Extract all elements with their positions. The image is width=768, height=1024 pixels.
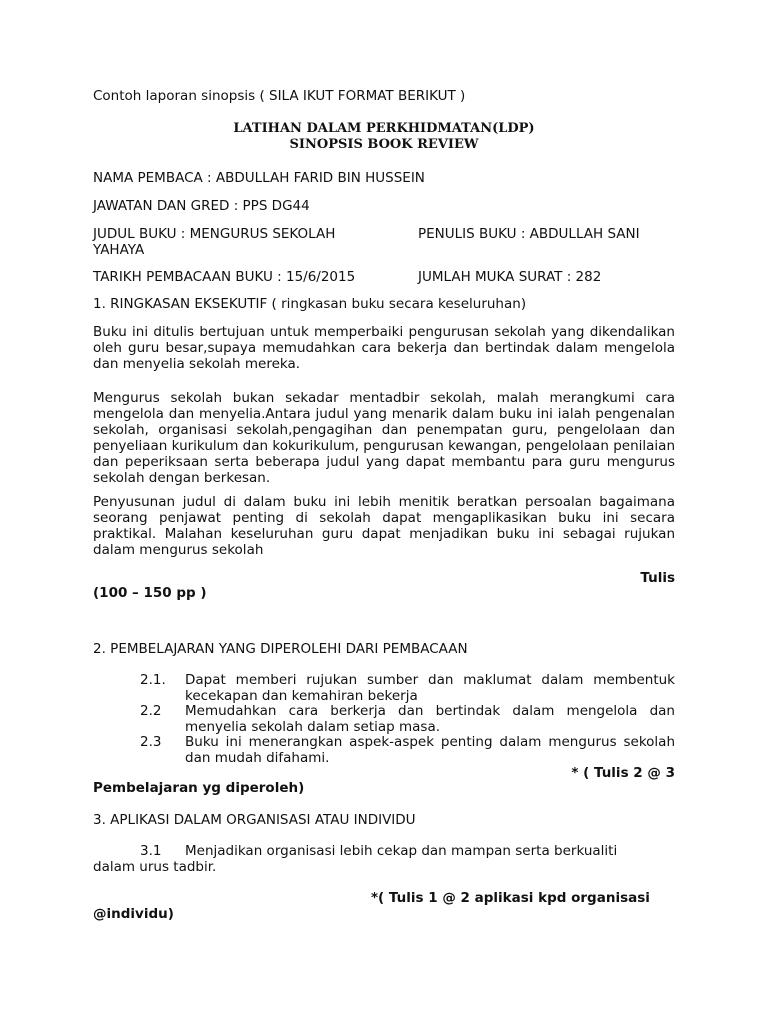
list-item-text: Memudahkan cara berkerja dan bertindak dalam mengelola dan menyelia sekolah dalam setiap masa. <box>185 703 675 735</box>
book-author: PENULIS BUKU : ABDULLAH SANI <box>418 226 640 242</box>
list-item-text: Buku ini menerangkan aspek-aspek penting dalam mengurus sekolah dan mudah difahami. <box>185 734 675 766</box>
section3-heading: 3. APLIKASI DALAM ORGANISASI ATAU INDIVIDU <box>93 812 416 828</box>
list-item-number: 2.2 <box>140 703 162 719</box>
section3-item-number: 3.1 <box>140 843 162 859</box>
list-item <box>140 734 675 766</box>
section3-note-right: *( Tulis 1 @ 2 aplikasi kpd organisasi <box>371 890 650 906</box>
section1-note-right: Tulis <box>640 570 675 586</box>
section1-heading: 1. RINGKASAN EKSEKUTIF ( ringkasan buku secara keseluruhan) <box>93 296 527 312</box>
reader-name: NAMA PEMBACA : ABDULLAH FARID BIN HUSSEIN <box>93 170 425 186</box>
reading-date: TARIKH PEMBACAAN BUKU : 15/6/2015 <box>93 269 356 285</box>
intro-line: Contoh laporan sinopsis ( SILA IKUT FORMAT BERIKUT ) <box>93 88 466 104</box>
book-title: JUDUL BUKU : MENGURUS SEKOLAH <box>93 226 336 242</box>
doc-title: LATIHAN DALAM PERKHIDMATAN(LDP) <box>233 121 535 136</box>
section2-note-right: * ( Tulis 2 @ 3 <box>571 765 675 781</box>
section3-item-text: Menjadikan organisasi lebih cekap dan mampan serta berkualiti <box>185 843 618 859</box>
position-grade: JAWATAN DAN GRED : PPS DG44 <box>93 198 310 214</box>
section3-note-left: @individu) <box>93 906 174 922</box>
list-item-number: 2.1. <box>140 672 166 688</box>
page-count: JUMLAH MUKA SURAT : 282 <box>418 269 602 285</box>
doc-subtitle: SINOPSIS BOOK REVIEW <box>289 137 479 152</box>
list-item <box>140 703 675 735</box>
section2-heading: 2. PEMBELAJARAN YANG DIPEROLEHI DARI PEMBACAAN <box>93 641 468 657</box>
book-author-continued: YAHAYA <box>93 242 145 258</box>
list-item <box>140 672 675 704</box>
section1-paragraph-2: Mengurus sekolah bukan sekadar mentadbir sekolah, malah merangkumi cara mengelola dan menyelia.Antara judul yang menarik dalam buku ini ialah pengenalan sekolah, organisasi sekolah,pengagihan dan penempatan guru, pengelolaan dan penyeliaan kurikulum dan kokurikulum, pengurusan kewangan, pengelolaan penilaian dan peperiksaan serta beberapa judul yang dapat membantu para guru mengurus sekolah dengan berkesan. <box>93 390 675 486</box>
section1-paragraph-3: Penyusunan judul di dalam buku ini lebih menitik beratkan persoalan bagaimana seorang penjawat penting di sekolah dapat mengaplikasikan buku ini secara praktikal. Malahan keseluruhan guru dapat menjadikan buku ini sebagai rujukan dalam mengurus sekolah <box>93 494 675 558</box>
section1-note-left: (100 – 150 pp ) <box>93 585 207 601</box>
section2-note-left: Pembelajaran yg diperoleh) <box>93 780 305 796</box>
section3-item-text-continued: dalam urus tadbir. <box>93 859 217 875</box>
section1-paragraph-1: Buku ini ditulis bertujuan untuk memperbaiki pengurusan sekolah yang dikendalikan oleh guru besar,supaya memudahkan cara bekerja dan bertindak dalam mengelola dan menyelia sekolah mereka. <box>93 324 675 372</box>
list-item-text: Dapat memberi rujukan sumber dan maklumat dalam membentuk kecekapan dan kemahiran bekerja <box>185 672 675 704</box>
list-item-number: 2.3 <box>140 734 162 750</box>
